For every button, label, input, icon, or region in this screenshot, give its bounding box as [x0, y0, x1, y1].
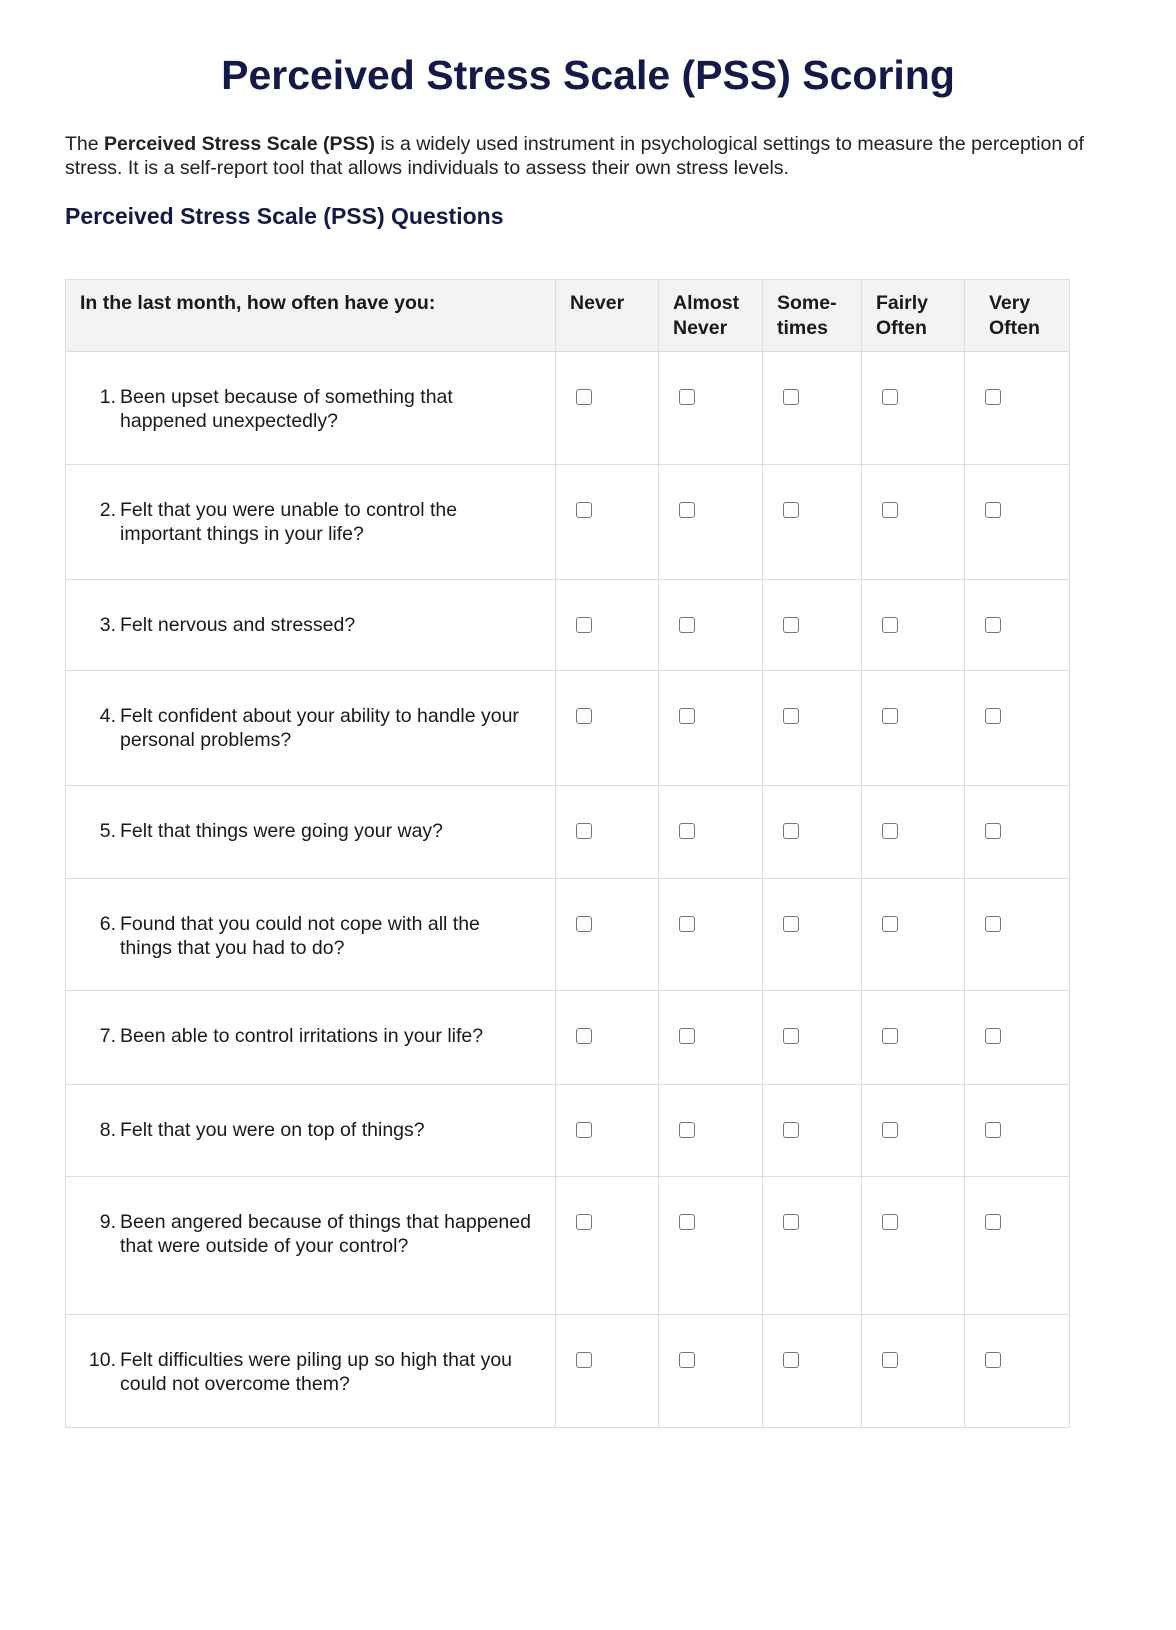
- intro-bold: Perceived Stress Scale (PSS): [104, 133, 376, 155]
- checkbox-very-often[interactable]: [985, 389, 1001, 405]
- checkbox-fairly-often[interactable]: [882, 1122, 898, 1138]
- option-cell: [965, 465, 1070, 580]
- checkbox-very-often[interactable]: [985, 502, 1001, 518]
- question-text: Felt confident about your ability to handle your personal problems?: [120, 705, 519, 751]
- table-row: [66, 580, 1070, 671]
- checkbox-almost-never[interactable]: [679, 502, 695, 518]
- question-header: In the last month, how often have you:: [66, 280, 556, 352]
- question-text: Been angered because of things that happened that were outside of your control?: [120, 1211, 531, 1257]
- checkbox-sometimes[interactable]: [783, 617, 799, 633]
- checkbox-fairly-often[interactable]: [882, 708, 898, 724]
- question-cell: [66, 671, 556, 786]
- table-row: [66, 879, 1070, 991]
- option-cell: [862, 1315, 965, 1428]
- question-text: Felt difficulties were piling up so high that you could not overcome them?: [120, 1349, 513, 1395]
- checkbox-very-often[interactable]: [985, 1214, 1001, 1230]
- option-cell: [763, 580, 862, 671]
- question-number: 1.: [99, 386, 116, 408]
- option-cell: [862, 671, 965, 786]
- checkbox-almost-never[interactable]: [679, 389, 695, 405]
- option-cell: [556, 1177, 659, 1315]
- checkbox-sometimes[interactable]: [783, 1122, 799, 1138]
- option-cell: [965, 991, 1070, 1085]
- option-cell: [862, 580, 965, 671]
- checkbox-fairly-often[interactable]: [882, 389, 898, 405]
- checkbox-never[interactable]: [576, 916, 592, 932]
- question-text: Found that you could not cope with all the things that you had to do?: [120, 913, 480, 959]
- option-cell: [965, 671, 1070, 786]
- option-cell: [965, 352, 1070, 465]
- question-number: 2.: [99, 499, 116, 521]
- option-header-never: Never: [556, 280, 659, 352]
- option-cell: [659, 1085, 763, 1177]
- checkbox-never[interactable]: [576, 617, 592, 633]
- question-cell: [66, 1315, 556, 1428]
- option-cell: [862, 991, 965, 1085]
- question-text: Been upset because of something that happened unexpectedly?: [120, 386, 453, 432]
- option-cell: [763, 1177, 862, 1315]
- option-cell: [659, 1177, 763, 1315]
- question-cell: [66, 991, 556, 1085]
- table-row: [66, 352, 1070, 465]
- checkbox-sometimes[interactable]: [783, 1028, 799, 1044]
- option-cell: [965, 1315, 1070, 1428]
- table-row: [66, 465, 1070, 580]
- question-number: 9.: [99, 1211, 116, 1233]
- option-cell: [659, 465, 763, 580]
- question-cell: [66, 352, 556, 465]
- question-number: 5.: [99, 820, 116, 842]
- checkbox-never[interactable]: [576, 1352, 592, 1368]
- checkbox-sometimes[interactable]: [783, 823, 799, 839]
- checkbox-never[interactable]: [576, 1214, 592, 1230]
- checkbox-very-often[interactable]: [985, 708, 1001, 724]
- question-text: Been able to control irritations in your life?: [120, 1025, 484, 1047]
- pss-questions-table: [65, 279, 1070, 1428]
- checkbox-almost-never[interactable]: [679, 1028, 695, 1044]
- option-cell: [862, 352, 965, 465]
- question-cell: [66, 465, 556, 580]
- option-cell: [965, 1085, 1070, 1177]
- option-cell: [862, 1177, 965, 1315]
- checkbox-fairly-often[interactable]: [882, 1352, 898, 1368]
- question-text: Felt nervous and stressed?: [120, 614, 356, 636]
- question-number: 4.: [99, 705, 116, 727]
- option-cell: [556, 1085, 659, 1177]
- option-cell: [659, 580, 763, 671]
- checkbox-never[interactable]: [576, 1028, 592, 1044]
- option-cell: [659, 879, 763, 991]
- question-number: 10.: [88, 1349, 116, 1371]
- checkbox-almost-never[interactable]: [679, 1214, 695, 1230]
- question-number: 7.: [99, 1025, 116, 1047]
- checkbox-very-often[interactable]: [985, 823, 1001, 839]
- checkbox-almost-never[interactable]: [679, 916, 695, 932]
- checkbox-almost-never[interactable]: [679, 1122, 695, 1138]
- table-row: [66, 1177, 1070, 1315]
- question-text: Felt that you were unable to control the important things in your life?: [120, 499, 458, 545]
- option-cell: [965, 879, 1070, 991]
- option-header-sometimes: Some-times: [763, 280, 862, 352]
- question-text: Felt that things were going your way?: [120, 820, 444, 842]
- question-number: 6.: [99, 913, 116, 935]
- intro-prefix: The: [65, 133, 105, 155]
- option-cell: [763, 352, 862, 465]
- option-cell: [862, 1085, 965, 1177]
- intro-rest: is a widely used instrument in psychological settings to measure the perception of stress. It is a self-report tool that allows individuals to assess their own stress levels.: [65, 133, 1084, 179]
- question-cell: [66, 786, 556, 879]
- option-cell: [556, 879, 659, 991]
- option-cell: [763, 1315, 862, 1428]
- checkbox-sometimes[interactable]: [783, 916, 799, 932]
- checkbox-very-often[interactable]: [985, 916, 1001, 932]
- question-cell: [66, 879, 556, 991]
- checkbox-never[interactable]: [576, 502, 592, 518]
- question-cell: [66, 580, 556, 671]
- table-row: [66, 991, 1070, 1085]
- option-cell: [965, 580, 1070, 671]
- checkbox-never[interactable]: [576, 823, 592, 839]
- option-cell: [659, 671, 763, 786]
- checkbox-fairly-often[interactable]: [882, 916, 898, 932]
- option-cell: [763, 465, 862, 580]
- checkbox-fairly-often[interactable]: [882, 823, 898, 839]
- checkbox-very-often[interactable]: [985, 1352, 1001, 1368]
- option-cell: [763, 1085, 862, 1177]
- option-cell: [862, 465, 965, 580]
- option-cell: [556, 580, 659, 671]
- option-cell: [659, 786, 763, 879]
- checkbox-fairly-often[interactable]: [882, 502, 898, 518]
- table-row: [66, 1315, 1070, 1428]
- checkbox-very-often[interactable]: [985, 617, 1001, 633]
- checkbox-almost-never[interactable]: [679, 823, 695, 839]
- checkbox-very-often[interactable]: [985, 1028, 1001, 1044]
- option-cell: [659, 352, 763, 465]
- checkbox-fairly-often[interactable]: [882, 1214, 898, 1230]
- checkbox-never[interactable]: [576, 708, 592, 724]
- option-cell: [556, 1315, 659, 1428]
- checkbox-fairly-often[interactable]: [882, 1028, 898, 1044]
- checkbox-almost-never[interactable]: [679, 617, 695, 633]
- option-cell: [659, 991, 763, 1085]
- checkbox-sometimes[interactable]: [783, 1214, 799, 1230]
- checkbox-sometimes[interactable]: [783, 708, 799, 724]
- option-cell: [862, 786, 965, 879]
- checkbox-never[interactable]: [576, 1122, 592, 1138]
- option-cell: [763, 786, 862, 879]
- option-cell: [556, 352, 659, 465]
- option-cell: [763, 879, 862, 991]
- option-cell: [556, 786, 659, 879]
- option-header-almost-never: Almost Never: [659, 280, 763, 352]
- option-header-very-often: Very Often: [965, 280, 1070, 352]
- intro-paragraph: [65, 132, 1085, 180]
- table-row: [66, 671, 1070, 786]
- checkbox-never[interactable]: [576, 389, 592, 405]
- table-row: [66, 1085, 1070, 1177]
- checkbox-almost-never[interactable]: [679, 1352, 695, 1368]
- option-cell: [862, 879, 965, 991]
- page-title: Perceived Stress Scale (PSS) Scoring: [221, 52, 955, 98]
- option-cell: [556, 465, 659, 580]
- question-number: 3.: [99, 614, 116, 636]
- question-number: 8.: [99, 1119, 116, 1141]
- checkbox-fairly-often[interactable]: [882, 617, 898, 633]
- checkbox-very-often[interactable]: [985, 1122, 1001, 1138]
- option-cell: [556, 991, 659, 1085]
- checkbox-sometimes[interactable]: [783, 502, 799, 518]
- checkbox-sometimes[interactable]: [783, 389, 799, 405]
- checkbox-almost-never[interactable]: [679, 708, 695, 724]
- section-heading: Perceived Stress Scale (PSS) Questions: [65, 203, 504, 229]
- option-cell: [763, 991, 862, 1085]
- table-header-row: [66, 280, 1070, 352]
- question-cell: [66, 1177, 556, 1315]
- option-cell: [659, 1315, 763, 1428]
- checkbox-sometimes[interactable]: [783, 1352, 799, 1368]
- option-cell: [556, 671, 659, 786]
- question-cell: [66, 1085, 556, 1177]
- table-row: [66, 786, 1070, 879]
- option-cell: [763, 671, 862, 786]
- option-cell: [965, 1177, 1070, 1315]
- option-cell: [965, 786, 1070, 879]
- question-text: Felt that you were on top of things?: [120, 1119, 425, 1141]
- option-header-fairly-often: Fairly Often: [862, 280, 965, 352]
